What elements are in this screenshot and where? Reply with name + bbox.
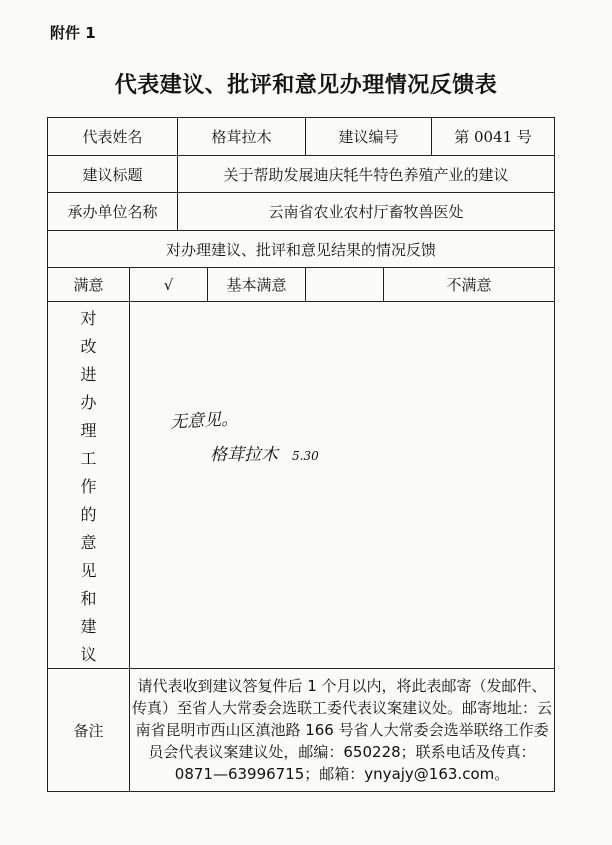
page-title: 代表建议、批评和意见办理情况反馈表	[114, 72, 498, 98]
satisfied-checkmark: √	[130, 268, 208, 302]
opinion-label-char: 见	[80, 561, 97, 580]
handwritten-signature: 格茸拉木	[210, 445, 278, 465]
opinion-label	[48, 302, 130, 669]
rep-name-value: 格茸拉木	[178, 118, 306, 156]
opinion-label-char: 和	[80, 589, 97, 608]
proposal-title-value: 关于帮助发展迪庆牦牛特色养殖产业的建议	[178, 156, 555, 193]
rep-name-label: 代表姓名	[48, 118, 178, 156]
opinion-label-char: 议	[80, 645, 97, 664]
handwritten-date: 5.30	[292, 449, 319, 463]
opinion-label-char: 作	[80, 477, 97, 496]
feedback-heading: 对办理建议、批评和意见结果的情况反馈	[48, 231, 555, 268]
handwritten-signature-block	[210, 440, 319, 465]
opinion-label-char: 对	[80, 309, 97, 328]
opinion-label-vertical	[48, 302, 129, 668]
dissatisfied-label: 不满意	[384, 268, 555, 302]
handling-unit-value: 云南省农业农村厅畜牧兽医处	[178, 193, 555, 231]
opinion-label-char: 的	[80, 505, 97, 524]
opinion-label-char: 改	[80, 337, 97, 356]
opinion-label-char: 意	[80, 533, 97, 552]
proposal-no-label: 建议编号	[306, 118, 432, 156]
handwritten-opinion: 无意见。	[169, 409, 239, 433]
attachment-label: 附件 1	[50, 24, 96, 42]
basic-satisfied-label: 基本满意	[208, 268, 306, 302]
opinion-label-char: 理	[80, 421, 97, 440]
opinion-label-char: 进	[80, 365, 97, 384]
remarks-label: 备注	[48, 669, 130, 792]
satisfied-label: 满意	[48, 268, 130, 302]
handling-unit-label: 承办单位名称	[48, 193, 178, 231]
proposal-no-value: 第 0041 号	[432, 118, 555, 156]
opinion-label-char: 工	[80, 449, 97, 468]
basic-satisfied-box	[306, 268, 384, 302]
feedback-form-table	[47, 117, 555, 792]
opinion-label-char: 办	[80, 393, 97, 412]
opinion-content	[130, 302, 555, 669]
opinion-label-char: 建	[80, 617, 97, 636]
proposal-title-label: 建议标题	[48, 156, 178, 193]
remarks-text: 请代表收到建议答复件后 1 个月以内，将此表邮寄（发邮件、传真）至省人大常委会选联工委代表议案建议处。邮寄地址：云南省昆明市西山区滇池路 166 号省人大常委会选举联络工作委员会代表议案建议处，邮编：650228；联系电话及传真：0871—63996715；邮箱：ynyajy@163.com。	[130, 669, 555, 792]
